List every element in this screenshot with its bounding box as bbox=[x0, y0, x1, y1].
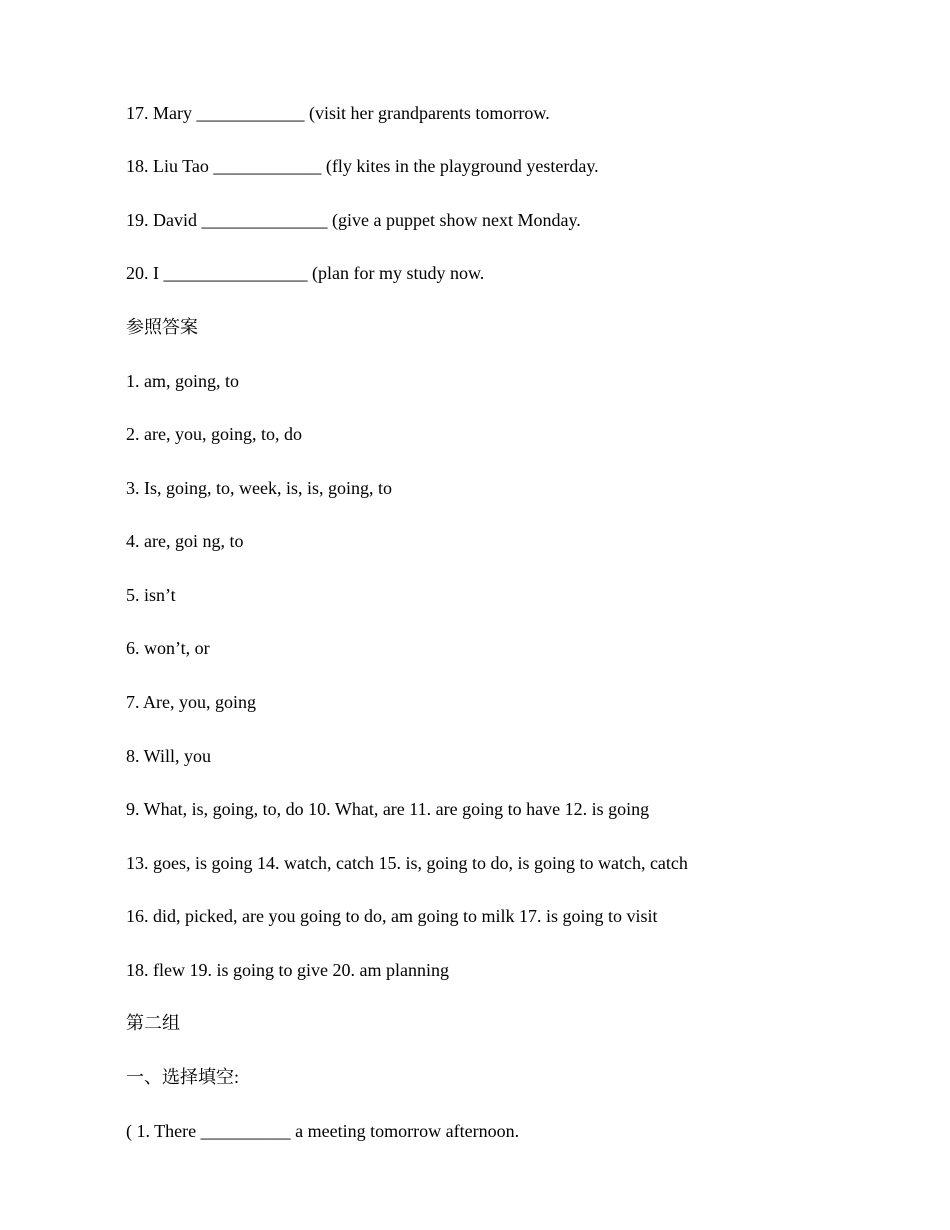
exercise-19: 19. David ______________ (give a puppet show next Monday. bbox=[126, 210, 581, 230]
answer-2: 2. are, you, going, to, do bbox=[126, 424, 302, 444]
answer-3: 3. Is, going, to, week, is, is, going, to bbox=[126, 478, 392, 498]
answer-7: 7. Are, you, going bbox=[126, 692, 256, 712]
answer-6: 6. won’t, or bbox=[126, 638, 210, 658]
answers-16-17: 16. did, picked, are you going to do, am going to milk 17. is going to visit bbox=[126, 906, 658, 926]
exercise-18: 18. Liu Tao ____________ (fly kites in the playground yesterday. bbox=[126, 156, 599, 176]
exercise-17: 17. Mary ____________ (visit her grandparents tomorrow. bbox=[126, 103, 550, 123]
group-two-heading: 第二组 bbox=[126, 1013, 180, 1033]
exercise-20: 20. I ________________ (plan for my study now. bbox=[126, 263, 485, 283]
answers-9-12: 9. What, is, going, to, do 10. What, are 11. are going to have 12. is going bbox=[126, 799, 650, 819]
answer-5: 5. isn’t bbox=[126, 585, 176, 605]
answer-key-heading: 参照答案 bbox=[126, 317, 198, 337]
question-1: ( 1. There __________ a meeting tomorrow afternoon. bbox=[126, 1121, 520, 1141]
answer-8: 8. Will, you bbox=[126, 746, 211, 766]
answer-4: 4. are, goi ng, to bbox=[126, 531, 244, 551]
answer-1: 1. am, going, to bbox=[126, 371, 239, 391]
answers-13-15: 13. goes, is going 14. watch, catch 15. is, going to do, is going to watch, catch bbox=[126, 853, 688, 873]
section-heading-multiple-choice: 一、选择填空: bbox=[126, 1067, 240, 1087]
answers-18-20: 18. flew 19. is going to give 20. am planning bbox=[126, 960, 449, 980]
